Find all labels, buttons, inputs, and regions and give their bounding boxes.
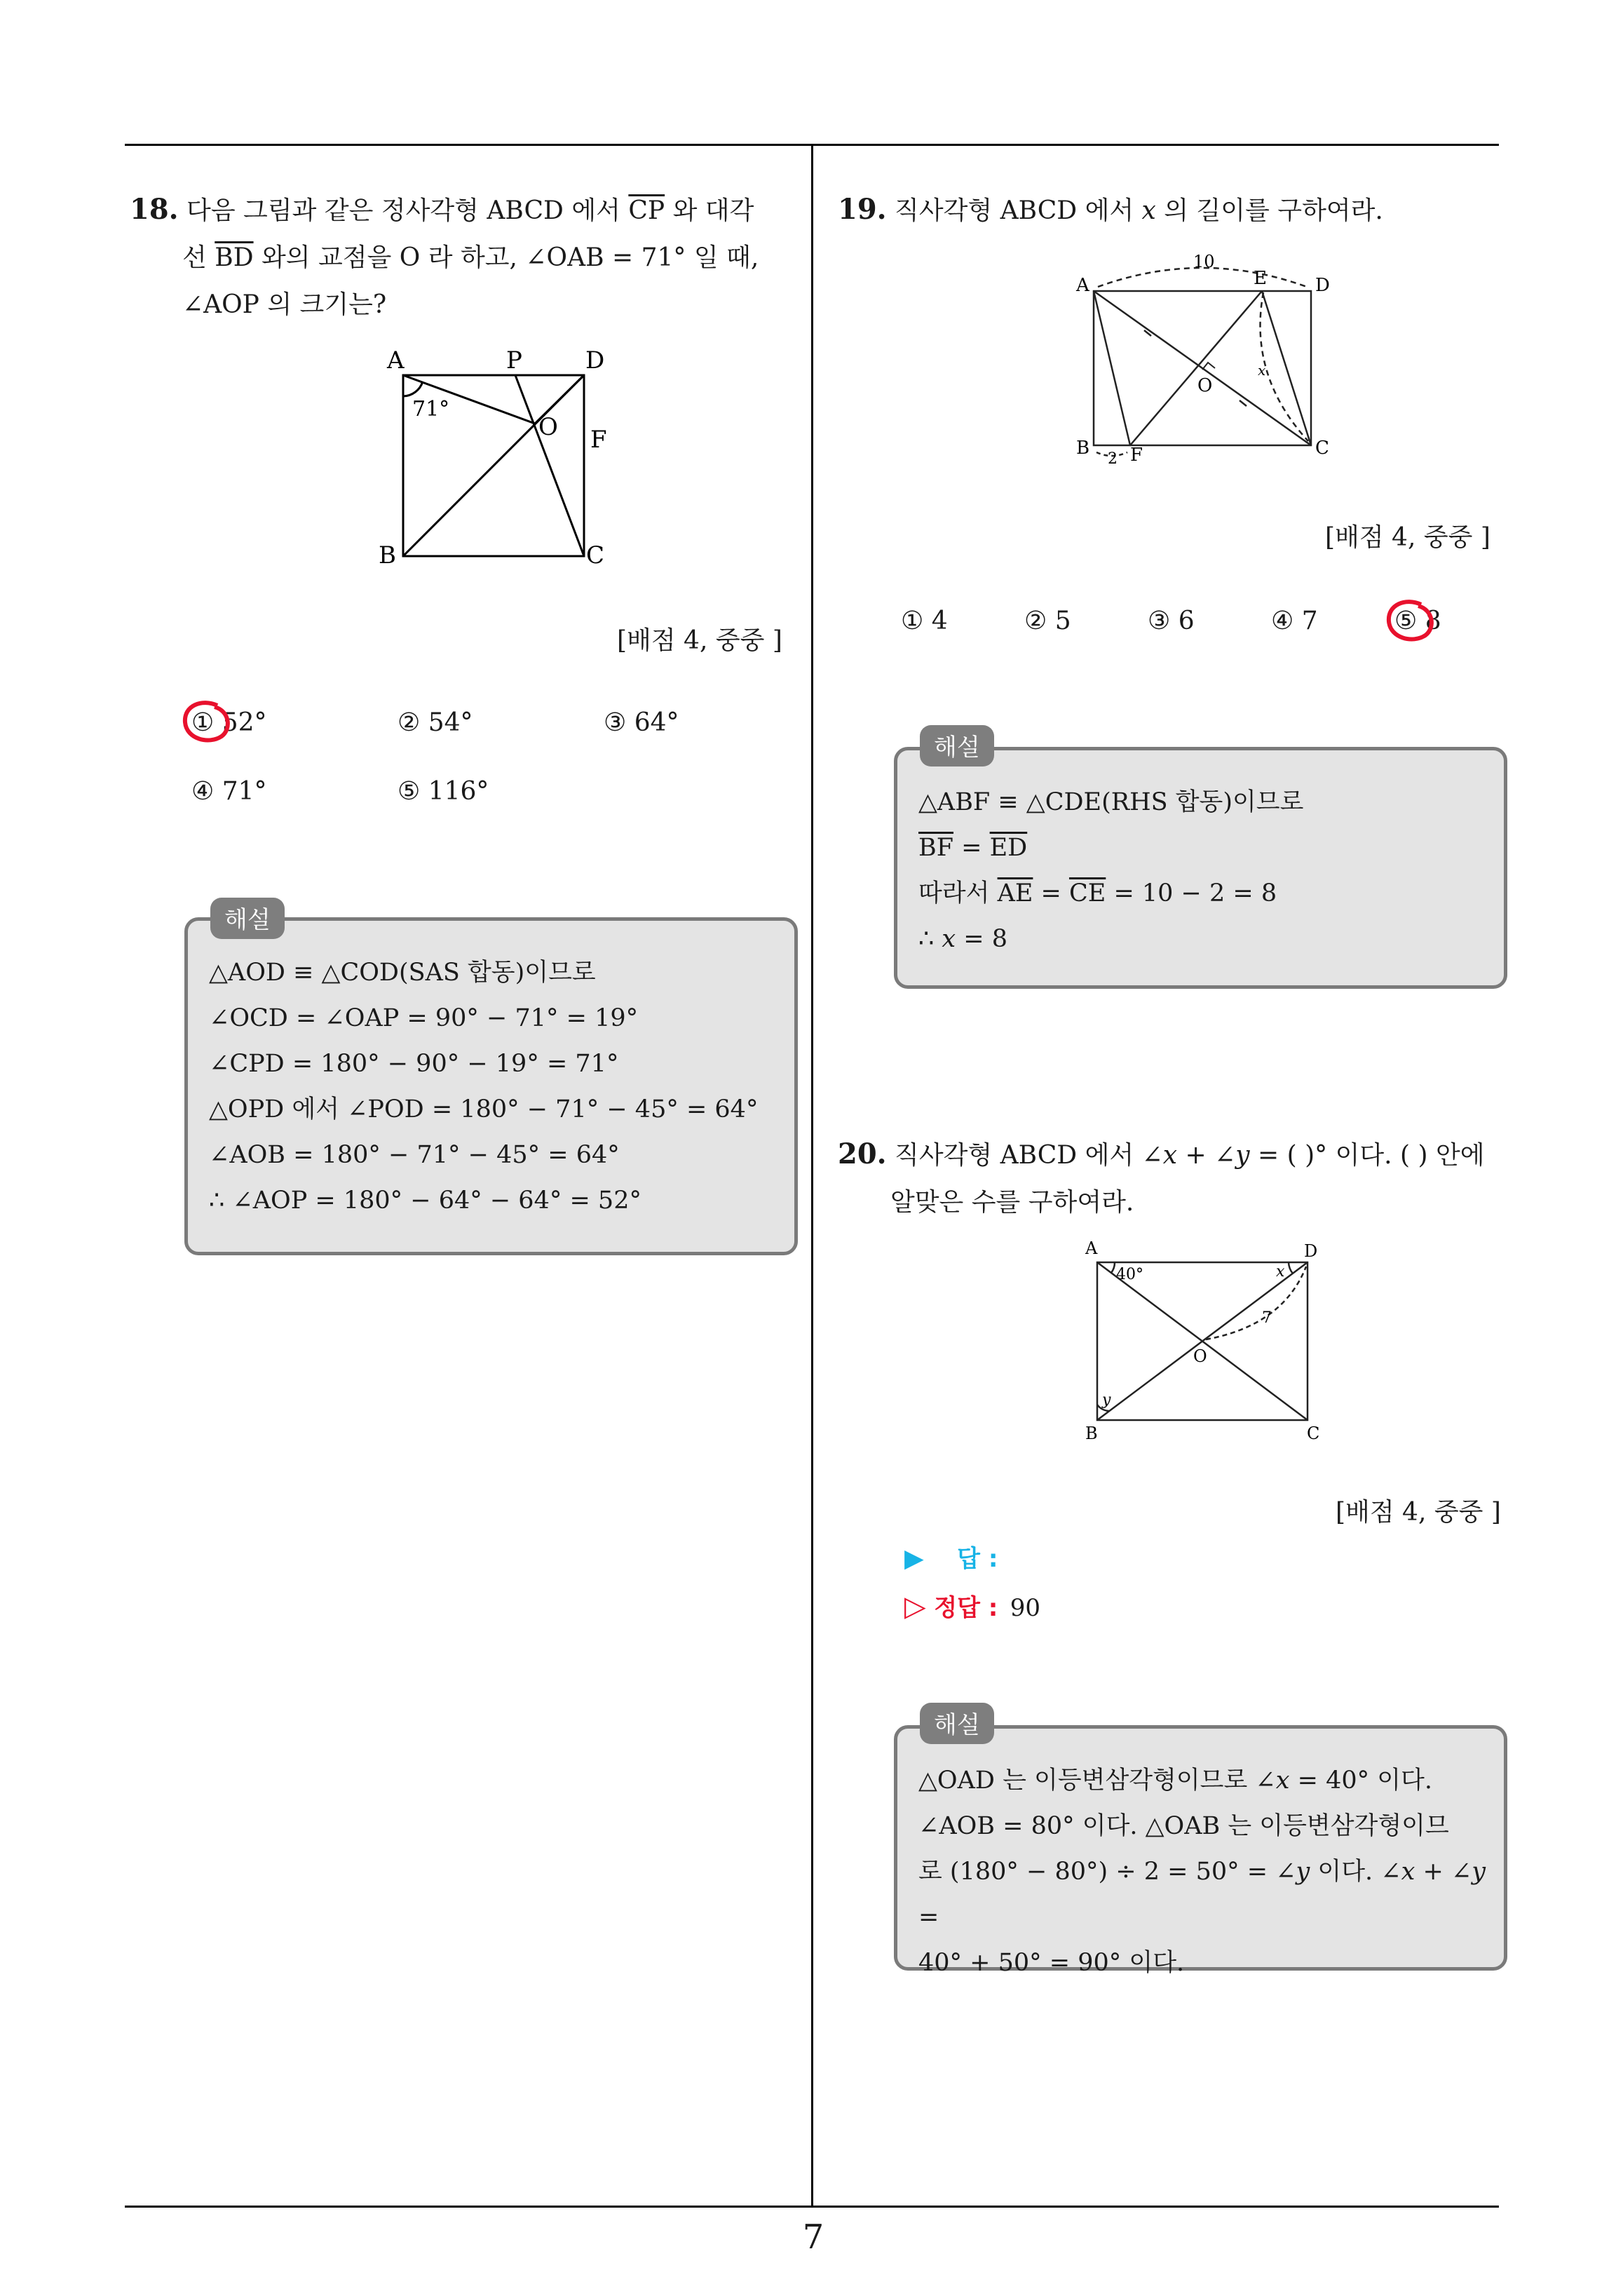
label-2: 2 — [1108, 450, 1118, 466]
question-text: 선 — [182, 243, 207, 272]
correct-arrow-icon: ▷ — [904, 1591, 926, 1623]
segment-fe — [1130, 291, 1262, 445]
question-number: 18. — [130, 193, 179, 226]
label-angle-40: 40° — [1116, 1266, 1143, 1283]
equals: = — [953, 834, 990, 862]
correct-answer — [904, 1588, 1040, 1623]
choice-5[interactable]: ⑤ 8 — [1394, 607, 1441, 635]
label-b: B — [1076, 438, 1090, 459]
label-e: E — [1254, 268, 1267, 289]
solution-line: ∴ 𝑥 = 8 — [918, 925, 1007, 953]
label-d: D — [1315, 275, 1330, 296]
label-angle-71: 71° — [412, 397, 450, 421]
label-b: B — [379, 541, 396, 569]
solution-line: ∠AOB = 80° 이다. △OAB 는 이등변삼각형이므 — [918, 1812, 1449, 1840]
label-f: F — [590, 426, 607, 454]
answer-label: 답 : — [957, 1545, 998, 1573]
segment-bd: $\overline{BD}$ — [215, 243, 254, 272]
choice-1[interactable]: ① 4 — [901, 607, 948, 635]
label-d: D — [585, 346, 605, 374]
label-x: x — [1258, 362, 1266, 379]
answer-arrow-icon: ▶ — [904, 1544, 924, 1573]
label-c: C — [586, 541, 605, 569]
bottom-rule — [125, 2206, 1499, 2208]
column-divider — [811, 144, 813, 2208]
label-7: 7 — [1262, 1309, 1272, 1327]
label-b: B — [1085, 1424, 1098, 1443]
grade-18: [배점 4, 중중 ] — [617, 626, 782, 655]
angle-arc — [403, 381, 423, 396]
correct-value: 90 — [1010, 1594, 1041, 1622]
segment-ed: $\overline{ED}$ — [989, 834, 1028, 862]
choice-4[interactable]: ④ 71° — [191, 777, 267, 806]
segment-cp: $\overline{CP}$ — [628, 196, 665, 225]
solution-tag-18: 해설 — [210, 898, 285, 939]
solution-line: △OPD 에서 ∠POD = 180° − 71° − 45° = 64° — [209, 1095, 759, 1123]
solution-line: 40° + 50° = 90° 이다. — [918, 1949, 1185, 1977]
solution-tag-19: 해설 — [920, 725, 994, 767]
choice-3[interactable]: ③ 64° — [604, 708, 679, 737]
choice-5[interactable]: ⑤ 116° — [398, 777, 489, 806]
solution-box-18 — [184, 917, 798, 1255]
segment-ce: $\overline{CE}$ — [1068, 879, 1106, 907]
choice-3[interactable]: ③ 6 — [1148, 607, 1195, 635]
solution-tag-20: 해설 — [920, 1703, 994, 1744]
grade-19: [배점 4, 중중 ] — [1325, 523, 1490, 552]
question-20 — [838, 1130, 1497, 1226]
solution-text: = 10 − 2 = 8 — [1106, 879, 1277, 907]
solution-text: 따라서 — [918, 879, 998, 907]
choice-2[interactable]: ② 5 — [1024, 607, 1071, 635]
question-19 — [838, 186, 1490, 234]
segment-af — [1094, 291, 1130, 445]
solution-line: △ABF ≡ △CDE(RHS 합동)이므로 — [918, 788, 1304, 816]
segment-ae: $\overline{AE}$ — [997, 879, 1033, 907]
equals: = — [1033, 879, 1069, 907]
segment-bf: $\overline{BF}$ — [918, 834, 954, 862]
question-number: 20. — [838, 1137, 887, 1170]
solution-box-19 — [894, 747, 1507, 989]
label-y: y — [1102, 1391, 1111, 1409]
solution-line — [918, 871, 1504, 917]
label-c: C — [1315, 438, 1329, 459]
solution-line: △AOD ≡ △COD(SAS 합동)이므로 — [209, 959, 596, 987]
question-text: 직사각형 ABCD 에서 ∠𝑥 + ∠𝑦 = ( )° 이다. ( ) 안에 — [895, 1141, 1485, 1170]
question-text: 알맞은 수를 구하여라. — [890, 1188, 1134, 1217]
label-10: 10 — [1193, 252, 1215, 271]
solution-line — [918, 825, 1504, 871]
label-a: A — [387, 346, 405, 374]
label-o: O — [1193, 1346, 1207, 1366]
diagonal-ac — [1094, 291, 1311, 445]
grade-20: [배점 4, 중중 ] — [1336, 1498, 1501, 1527]
page-number: 7 — [802, 2217, 824, 2257]
question-18 — [130, 186, 803, 328]
question-text: ∠AOP 의 크기는? — [182, 290, 387, 319]
label-o: O — [1197, 375, 1213, 396]
label-o: O — [538, 413, 558, 441]
question-text: 직사각형 ABCD 에서 𝑥 의 길이를 구하여라. — [895, 196, 1383, 225]
question-text: 와 대각 — [672, 196, 754, 225]
solution-line: ∴ ∠AOP = 180° − 64° − 64° = 52° — [209, 1187, 641, 1215]
solution-line: ∠OCD = ∠OAP = 90° − 71° = 19° — [209, 1004, 639, 1032]
x-length-arc — [1261, 292, 1308, 441]
solution-line: 로 (180° − 80°) ÷ 2 = 50° = ∠𝑦 이다. ∠𝑥 + ∠𝑦 = — [918, 1858, 1486, 1931]
question-text: 다음 그림과 같은 정사각형 ABCD 에서 — [186, 196, 620, 225]
correct-label: 정답 : — [934, 1594, 998, 1622]
label-x: x — [1276, 1263, 1285, 1281]
label-f: F — [1130, 445, 1143, 466]
label-c: C — [1307, 1424, 1320, 1443]
solution-box-20 — [894, 1725, 1507, 1977]
label-p: P — [506, 346, 522, 374]
rectangle-figure-20 — [1073, 1234, 1339, 1445]
answer-mark-18 — [181, 698, 234, 746]
solution-line: ∠AOB = 180° − 71° − 45° = 64° — [209, 1141, 620, 1169]
rectangle-figure-19 — [1073, 249, 1339, 466]
label-a: A — [1076, 275, 1089, 296]
square-figure-18 — [372, 337, 617, 575]
segment-ec — [1262, 291, 1311, 445]
answer-mark-19 — [1385, 597, 1438, 645]
choice-2[interactable]: ② 54° — [398, 708, 473, 737]
label-a: A — [1085, 1238, 1098, 1258]
solution-line: △OAD 는 이등변삼각형이므로 ∠𝑥 = 40° 이다. — [918, 1767, 1432, 1795]
solution-line: ∠CPD = 180° − 90° − 19° = 71° — [209, 1050, 619, 1078]
choice-4[interactable]: ④ 7 — [1271, 607, 1318, 635]
label-d: D — [1304, 1241, 1318, 1261]
answer-field[interactable] — [904, 1539, 998, 1574]
choice-1[interactable]: ① 52° — [191, 708, 267, 737]
question-number: 19. — [838, 193, 887, 226]
segment-pc — [515, 375, 584, 556]
od-length-arc — [1206, 1267, 1306, 1339]
question-text: 와의 교점을 O 라 하고, ∠OAB = 71° 일 때, — [262, 243, 759, 272]
